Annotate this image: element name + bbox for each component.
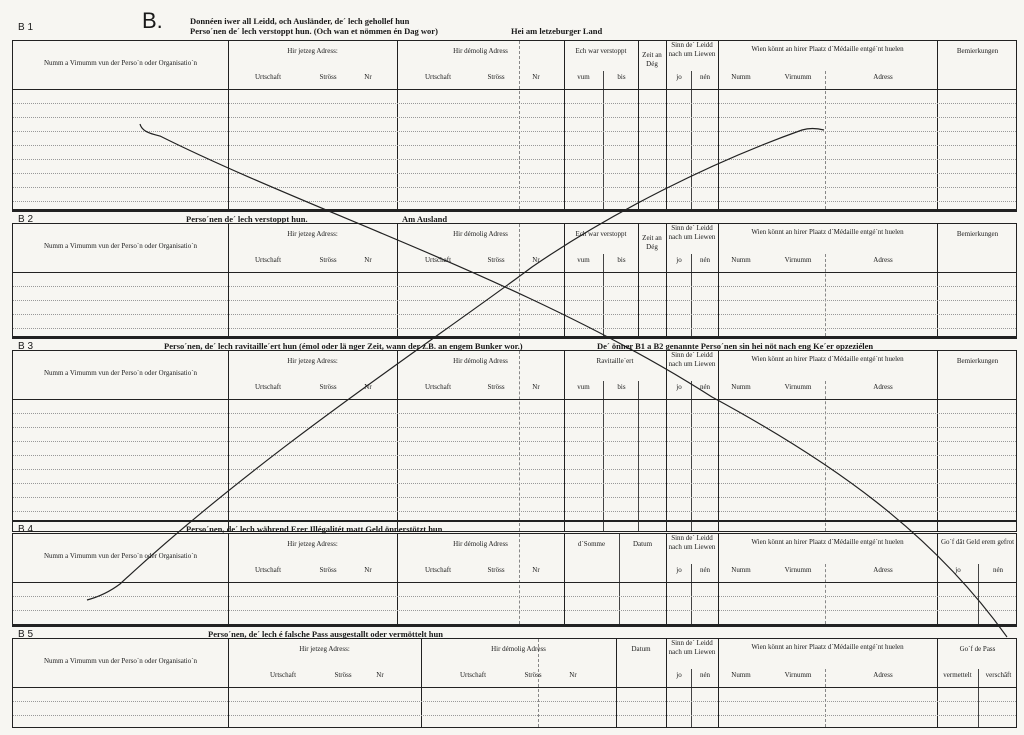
former-address-header: Hir démolig Adress bbox=[453, 47, 508, 55]
nr-header: Nr bbox=[532, 566, 540, 574]
yes-header: jo bbox=[676, 73, 682, 81]
medal-header: Wien könnt an hirer Plaatz d´Médaille entgé´nt huelen bbox=[751, 643, 904, 651]
yes-header: jo bbox=[676, 383, 682, 391]
nr-header: Nr bbox=[364, 73, 372, 81]
form-sheet bbox=[12, 8, 1017, 729]
town-header: Urtschaft bbox=[269, 671, 297, 679]
no-header: nén bbox=[992, 566, 1004, 574]
section-b1-header bbox=[12, 8, 1017, 42]
pass-header: Go´f de Pass bbox=[959, 645, 996, 653]
section-title: Perso´nen, de´ lech während Erer Illégalitét matt Geld önnerstötzt hun bbox=[186, 524, 443, 534]
town-header: Urtschaft bbox=[424, 256, 452, 264]
to-header: bis bbox=[617, 256, 626, 264]
name-column-header: Numm a Virnumm vun der Perso´n oder Organisatio´n bbox=[43, 242, 198, 250]
alive-header: Sinn de´ Leidd nach um Liewen bbox=[668, 224, 716, 241]
medal-header: Wien könnt an hirer Plaatz d´Médaille entgé´nt huelen bbox=[751, 355, 904, 363]
medal-header: Wien könnt an hirer Plaatz d´Médaille entgé´nt huelen bbox=[751, 538, 904, 546]
remarks-header: Bemierkungen bbox=[956, 47, 999, 55]
no-header: nén bbox=[699, 383, 711, 391]
street-header: Ströss bbox=[334, 671, 352, 679]
remarks-header: Bemierkungen bbox=[956, 357, 999, 365]
nr-header: Nr bbox=[532, 73, 540, 81]
money-returned-header: Go´f dât Geld erem gefrot bbox=[940, 538, 1015, 546]
section-code: B 2 bbox=[18, 214, 34, 225]
ravitaille-header: Ravitaille´ert bbox=[596, 357, 634, 365]
no-header: nén bbox=[699, 73, 711, 81]
header-line-1: Donnéen iwer all Leidd, och Ausländer, de´ lech gehollef hun bbox=[190, 16, 410, 26]
former-address-header: Hir démolig Adress bbox=[453, 540, 508, 548]
yes-header: jo bbox=[955, 566, 961, 574]
alive-header: Sinn de´ Leidd nach um Liewen bbox=[668, 41, 716, 58]
nr-header: Nr bbox=[364, 256, 372, 264]
hid-header: Ech war verstoppt bbox=[575, 230, 627, 238]
virnumm-header: Virnumm bbox=[784, 671, 812, 679]
section-code: B 3 bbox=[18, 341, 34, 352]
sum-header: d´Somme bbox=[577, 540, 606, 548]
section-title-right: De´ önner B1 a B2 genannte Perso´nen sin hei nöt nach eng Ke´er opzeziélen bbox=[597, 341, 874, 351]
virnumm-header: Virnumm bbox=[784, 383, 812, 391]
numm-header: Numm bbox=[731, 383, 751, 391]
current-address-header: Hir jetzeg Adress: bbox=[299, 645, 350, 653]
hid-header: Ech war verstoppt bbox=[575, 47, 627, 55]
town-header: Urtschaft bbox=[254, 566, 282, 574]
alive-header: Sinn de´ Leidd nach um Liewen bbox=[668, 534, 716, 551]
nr-header: Nr bbox=[532, 256, 540, 264]
date-header: Datum bbox=[631, 645, 651, 653]
nr-header: Nr bbox=[532, 383, 540, 391]
adress-header: Adress bbox=[873, 73, 893, 81]
date-header: Datum bbox=[632, 540, 653, 548]
header-line-2-right: Hei am letzeburger Land bbox=[511, 26, 603, 36]
alive-header: Sinn de´ Leidd nach um Liewen bbox=[668, 639, 716, 656]
name-column-header: Numm a Virnumm vun der Perso´n oder Organisatio´n bbox=[43, 369, 198, 377]
section-title: Perso´nen de´ lech verstoppt hun. bbox=[186, 214, 308, 224]
header-line-2: Perso´nen de´ lech verstoppt hun. (Och wan et nömmen én Dag wor) bbox=[190, 26, 438, 36]
to-header: bis bbox=[617, 73, 626, 81]
town-header: Urtschaft bbox=[424, 383, 452, 391]
table-b5 bbox=[12, 638, 1017, 728]
town-header: Urtschaft bbox=[254, 256, 282, 264]
section-code: B 1 bbox=[18, 22, 34, 33]
current-address-header: Hir jetzeg Adress: bbox=[287, 230, 338, 238]
town-header: Urtschaft bbox=[254, 383, 282, 391]
street-header: Ströss bbox=[524, 671, 542, 679]
to-header: bis bbox=[617, 383, 626, 391]
alive-header: Sinn de´ Leidd nach um Liewen bbox=[668, 351, 716, 368]
numm-header: Numm bbox=[731, 73, 751, 81]
nr-header: Nr bbox=[364, 566, 372, 574]
adress-header: Adress bbox=[873, 671, 893, 679]
name-column-header: Numm a Virnumm vun der Perso´n oder Organisatio´n bbox=[43, 552, 198, 560]
street-header: Ströss bbox=[319, 256, 337, 264]
from-header: vum bbox=[577, 73, 590, 81]
current-address-header: Hir jetzeg Adress: bbox=[287, 357, 338, 365]
street-header: Ströss bbox=[487, 383, 505, 391]
time-header: Zeit an Dég bbox=[642, 234, 662, 251]
numm-header: Numm bbox=[731, 256, 751, 264]
from-header: vum bbox=[577, 256, 590, 264]
street-header: Ströss bbox=[487, 73, 505, 81]
form-letter: B. bbox=[142, 8, 163, 33]
former-address-header: Hir démolig Adress bbox=[491, 645, 546, 653]
nr-header: Nr bbox=[364, 383, 372, 391]
former-address-header: Hir démolig Adress bbox=[453, 230, 508, 238]
street-header: Ströss bbox=[319, 566, 337, 574]
table-b2 bbox=[12, 223, 1017, 337]
adress-header: Adress bbox=[873, 383, 893, 391]
table-b4 bbox=[12, 533, 1017, 625]
current-address-header: Hir jetzeg Adress: bbox=[287, 540, 338, 548]
table-b1 bbox=[12, 40, 1017, 210]
time-header: Zeit an Dég bbox=[642, 51, 662, 68]
obtained-header: verschâft bbox=[985, 671, 1012, 679]
virnumm-header: Virnumm bbox=[784, 256, 812, 264]
virnumm-header: Virnumm bbox=[784, 566, 812, 574]
table-b3 bbox=[12, 350, 1017, 532]
no-header: nén bbox=[699, 566, 711, 574]
numm-header: Numm bbox=[731, 671, 751, 679]
former-address-header: Hir démolig Adress bbox=[453, 357, 508, 365]
issued-header: vermettelt bbox=[943, 671, 972, 679]
town-header: Urtschaft bbox=[254, 73, 282, 81]
section-code: B 4 bbox=[18, 524, 34, 535]
medal-header: Wien könnt an hirer Plaatz d´Médaille entgé´nt huelen bbox=[751, 45, 904, 53]
no-header: nén bbox=[699, 256, 711, 264]
no-header: nén bbox=[699, 671, 711, 679]
from-header: vum bbox=[577, 383, 590, 391]
town-header: Urtschaft bbox=[424, 566, 452, 574]
numm-header: Numm bbox=[731, 566, 751, 574]
current-address-header: Hir jetzeg Adress: bbox=[287, 47, 338, 55]
yes-header: jo bbox=[676, 256, 682, 264]
adress-header: Adress bbox=[873, 256, 893, 264]
section-title: Perso´nen, de´ lech é falsche Pass ausgestallt oder vermöttelt hun bbox=[208, 629, 443, 639]
street-header: Ströss bbox=[487, 566, 505, 574]
section-title-right: Am Ausland bbox=[402, 214, 448, 224]
medal-header: Wien könnt an hirer Plaatz d´Médaille entgé´nt huelen bbox=[751, 228, 904, 236]
street-header: Ströss bbox=[319, 73, 337, 81]
section-code: B 5 bbox=[18, 629, 34, 640]
section-title: Perso´nen, de´ lech ravitaille´ert hun (émol oder lä nger Zeit, wann der z.B. an engem Bunker wor.) bbox=[164, 341, 523, 351]
town-header: Urtschaft bbox=[424, 73, 452, 81]
street-header: Ströss bbox=[487, 256, 505, 264]
street-header: Ströss bbox=[319, 383, 337, 391]
name-column-header: Numm a Virnumm vun der Perso´n oder Organisatio´n bbox=[43, 657, 198, 665]
name-column-header: Numm a Virnumm vun der Perso´n oder Organisatio´n bbox=[43, 59, 198, 67]
town-header: Urtschaft bbox=[459, 671, 487, 679]
remarks-header: Bemierkungen bbox=[956, 230, 999, 238]
virnumm-header: Virnumm bbox=[784, 73, 812, 81]
adress-header: Adress bbox=[873, 566, 893, 574]
nr-header: Nr bbox=[569, 671, 577, 679]
nr-header: Nr bbox=[376, 671, 384, 679]
yes-header: jo bbox=[676, 671, 682, 679]
yes-header: jo bbox=[676, 566, 682, 574]
